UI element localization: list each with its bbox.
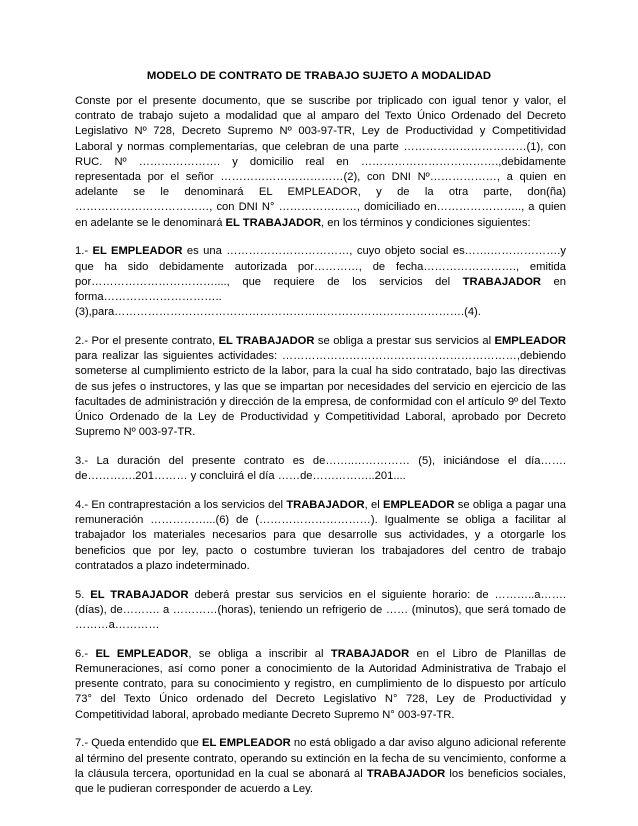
clause-text: no está obligado a dar aviso alguno adicional referente al término del presente contrato, operando su extinción en la fecha de su vencimiento, conforme a la cláusula tercera, oportunidad en la cual se abonará al: [75, 737, 566, 780]
clause-2: [75, 334, 566, 440]
clause-number: 6.-: [75, 647, 96, 660]
trabajador-term: TRABAJADOR: [366, 767, 446, 780]
clause-text: se obliga a pagar una remuneración ……………...(6) de (…………………………). Igualmente se obliga a facilitar al trabajador los materiales necesarios para que desarrolle sus actividades, y a otorgarle los beneficios que por ley, pacto o costumbre tuvieran los trabajadores del centro de trabajo contratados a plazo indeterminado.: [75, 499, 566, 572]
clause-5: [75, 588, 566, 634]
clause-text: 4.- En contraprestación a los servicios del: [75, 499, 287, 512]
clause-text: se obliga a prestar sus servicios al: [314, 335, 495, 348]
trabajador-term: TRABAJADOR: [286, 499, 365, 512]
clause-text: deberá prestar sus servicios en el siguiente horario: de ………..a……. (días), de………. a …………(horas), teniendo un refrigerio de …… (minutos), que será tomado de ………a…………: [75, 588, 566, 632]
clause-text: para realizar las siguientes actividades: ………………………………………………………,debiendo someterse al cumplimiento estricto de la labor, para la cual ha sido contratado, bajo las directivas de sus jefes o instructores, y las que se impartan por necesidades del servicio en ejercicio de las facultades de administración y dirección de la empresa, de conformidad con el artículo 9º del Texto Único Ordenado de la Ley de Productividad y Competitividad Laboral, aprobado por Decreto Supremo Nº 003-97-TR.: [75, 350, 566, 439]
empleador-term: EL EMPLEADOR: [202, 737, 291, 750]
empleador-term: EMPLEADOR: [494, 335, 566, 348]
clause-text: en forma………………………….. (3),para………………………………………………………………………………….(4).: [75, 275, 566, 319]
empleador-term: EL EMPLEADOR: [95, 647, 189, 660]
clause-text: los beneficios sociales, que le pudieran corresponder de acuerdo a Ley.: [75, 767, 567, 796]
clause-text: 7.- Queda entendido que: [75, 737, 203, 750]
intro-paragraph: [75, 94, 566, 231]
clause-7: [75, 736, 566, 797]
empleador-term: EL EMPLEADOR: [92, 245, 183, 258]
trabajador-term: EL TRABAJADOR: [90, 588, 189, 601]
intro-text: Conste por el presente documento, que se suscribe por triplicado con igual tenor y valor, el contrato de trabajo sujeto a modalidad que al amparo del Texto Único Ordenado del Decreto Legislativo Nº 728, Decreto Supremo Nº 003-97-TR, Ley de Productividad y Competitividad Laboral y normas complementarias, que celebran de una parte ……………………………(1), con RUC. Nº …………………. y domicilio real en ……………………………….,debidamente representada por el señor ……………………………(2), con DNI Nº………………, a quien en adelante se le denominará EL EMPLEADOR, y de la otra parte, don(ña) ………………………………, con DNI N° …………………, domiciliado en………………….., a quien en adelante se le denominará: [75, 95, 566, 229]
clause-text: es una ……………………………, cuyo objeto social es…….……………….y que ha sido debidamente autorizada por…………, de fecha……………………., emitida por……………………………...., que requiere de los servicios del: [75, 245, 566, 288]
trabajador-term: TRABAJADOR: [330, 647, 410, 660]
clause-number: 1.-: [75, 245, 93, 258]
clause-6: [75, 647, 566, 723]
trabajador-term: TRABAJADOR: [462, 275, 541, 288]
document-title: MODELO DE CONTRATO DE TRABAJO SUJETO A MODALIDAD: [146, 70, 492, 82]
clause-text: en el Libro de Planillas de Remuneraciones, así como poner a conocimiento de la Autoridad Administrativa de Trabajo el presente contrato, para su conocimiento y registro, en cumplimiento de lo dispuesto por artículo 73° del Texto Único ordenado del Decreto Legislativo N° 728, Ley de Productividad y Competitividad laboral, aprobado mediante Decreto Supremo N° 003-97-TR.: [75, 647, 566, 721]
intro-text-end: , en los términos y condiciones siguientes:: [321, 216, 531, 229]
clause-text: 2.- Por el presente contrato,: [75, 335, 219, 348]
clause-4: [75, 498, 566, 574]
clause-number: 5.: [75, 588, 91, 601]
clause-3: 3.- La duración del presente contrato es de……..…………… (5), iniciándose el día……. de………….201……… y concluirá el día ……de……………..201....: [75, 455, 566, 483]
empleador-term: EMPLEADOR: [382, 499, 455, 512]
document-body: [75, 94, 566, 797]
clause-text: , se obliga a inscribir al: [188, 647, 331, 660]
trabajador-term: EL TRABAJADOR: [218, 335, 315, 348]
clause-1: [75, 244, 566, 320]
clause-text: , el: [364, 499, 383, 512]
trabajador-term: EL TRABAJADOR: [225, 216, 322, 229]
